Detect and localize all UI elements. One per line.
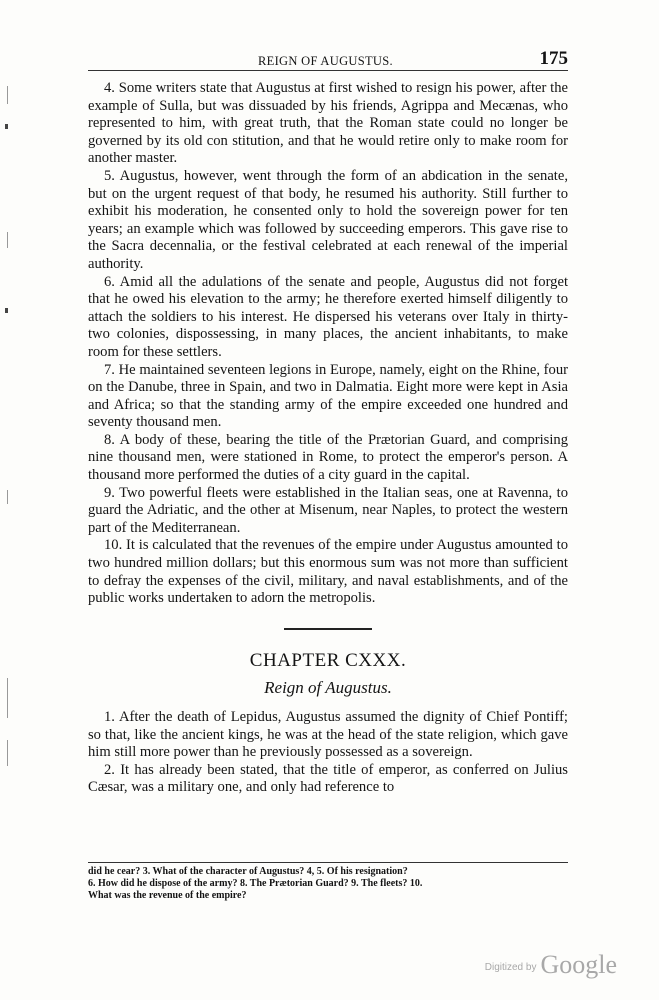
margin-mark: [7, 232, 8, 248]
watermark-brand: Google: [540, 950, 617, 979]
question-line: 6. How did he dispose of the army? 8. The Prætorian Guard? 9. The fleets? 10.: [88, 878, 423, 890]
margin-dot: [5, 308, 8, 313]
paragraph-6: 6. Amid all the adulations of the senate and people, Augustus did not forget that he owed his elevation to the army; he therefore exerted himself diligently to attach the soldiers to his interest. He dispersed his veterans over Italy in thirty-two colonies, dispossessing, in many places, the ancient inhabitants, to make room for these settlers.: [88, 273, 568, 360]
page-number: 175: [539, 48, 568, 69]
margin-mark: [7, 740, 8, 766]
margin-mark: [7, 490, 8, 504]
chapter-paragraph-2: 2. It has already been stated, that the title of emperor, as conferred on Julius Cæsar, was a military one, and only had reference to: [88, 761, 568, 796]
body-text: [88, 80, 568, 797]
page-header: [88, 48, 568, 72]
study-questions: [88, 866, 568, 903]
header-rule: [88, 70, 568, 71]
footnote-rule: [88, 862, 568, 863]
running-head: REIGN OF AUGUSTUS.: [258, 54, 393, 68]
paragraph-10: 10. It is calculated that the revenues of the empire under Augustus amounted to two hundred million dollars; but this enormous sum was not more than sufficient to defray the expenses of the civil, military, and naval establishments, and of the public works undertaken to adorn the metropolis.: [88, 537, 568, 607]
margin-mark: [7, 86, 8, 104]
paragraph-4: 4. Some writers state that Augustus at first wished to resign his power, after the example of Sulla, but was dissuaded by his friends, Agrippa and Mecænas, who represented to him, with great truth, that the Roman state could no longer be governed by its old con stitution, and that he would retire only to make room for another master.: [88, 80, 568, 167]
section-divider: [284, 628, 372, 630]
chapter-title: CHAPTER CXXX.: [249, 649, 407, 671]
paragraph-9: 9. Two powerful fleets were established in the Italian seas, one at Ravenna, to guard the Adriatic, and the other at Misenum, near Naples, to protect the western part of the Mediterranean.: [88, 484, 568, 536]
digitized-watermark: [485, 950, 617, 980]
paragraph-7: 7. He maintained seventeen legions in Europe, namely, eight on the Rhine, four on the Danube, three in Spain, and two in Dalmatia. Eight more were kept in Asia and Africa; so that the standing army of the empire exceeded one hundred and seventy thousand men.: [88, 361, 568, 431]
chapter-subtitle: Reign of Augustus.: [264, 678, 392, 698]
paragraph-8: 8. A body of these, bearing the title of the Prætorian Guard, and comprising nine thousand men, were stationed in Rome, to protect the emperor's person. A thousand more performed the duties of a city guard in the capital.: [88, 431, 568, 484]
paragraph-5: 5. Augustus, however, went through the form of an abdication in the senate, but on the urgent request of that body, he resumed his authority. Still further to exhibit his moderation, he consented only to hold the sovereign power for ten years; an example which was followed by succeeding emperors. This gave rise to the Sacra decennalia, or the festival celebrated at each renewal of the imperial authority.: [88, 167, 568, 272]
margin-mark: [7, 678, 8, 718]
question-line: What was the revenue of the empire?: [88, 890, 247, 902]
question-line: did he cear? 3. What of the character of Augustus? 4, 5. Of his resignation?: [88, 866, 408, 877]
chapter-paragraph-1: 1. After the death of Lepidus, Augustus assumed the dignity of Chief Pontiff; so that, like the ancient kings, he was at the head of the state religion, which gave him still more power than he previously possessed as a sovereign.: [88, 709, 568, 761]
margin-dot: [5, 124, 8, 129]
watermark-prefix: Digitized by: [484, 962, 537, 973]
